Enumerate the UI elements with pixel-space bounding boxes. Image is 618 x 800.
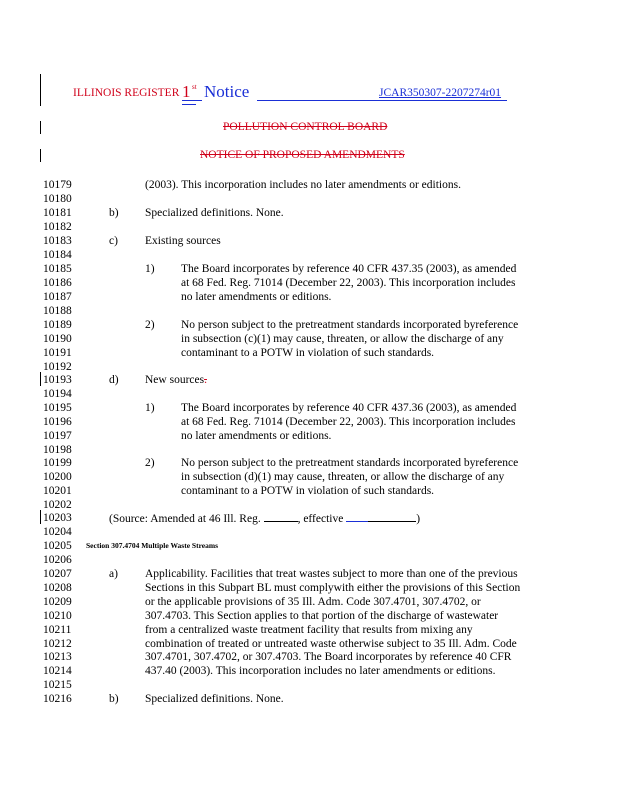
line-number: 10197 bbox=[43, 430, 72, 442]
body-line bbox=[145, 373, 207, 387]
notice-type: NOTICE OF PROPOSED AMENDMENTS bbox=[200, 149, 405, 161]
body-line: No person subject to the pretreatment standards incorporated byreference bbox=[181, 319, 519, 331]
line-number: 10202 bbox=[43, 499, 72, 511]
line-number: 10188 bbox=[43, 305, 72, 317]
line-number: 10182 bbox=[43, 221, 72, 233]
line-number: 10186 bbox=[43, 277, 72, 289]
body-line: no later amendments or editions. bbox=[181, 291, 332, 303]
source-text: (Source: Amended at 46 Ill. Reg. bbox=[109, 513, 261, 525]
register-title: ILLINOIS REGISTER bbox=[73, 87, 180, 99]
line-number: 10208 bbox=[43, 582, 72, 594]
subsection-label: d) bbox=[109, 374, 119, 386]
paragraph-label: 2) bbox=[145, 457, 155, 469]
line-number: 10189 bbox=[43, 319, 72, 331]
change-bar bbox=[40, 121, 41, 134]
revision-mark-number: 1 bbox=[182, 82, 191, 101]
revision-underline bbox=[182, 100, 202, 101]
body-line: or the applicable provisions of 35 Ill. Adm. Code 307.4701, 307.4702, or bbox=[145, 596, 481, 608]
body-line: Specialized definitions. None. bbox=[145, 693, 284, 705]
line-number: 10184 bbox=[43, 249, 72, 261]
body-line: combination of treated or untreated waste otherwise subject to 35 Ill. Adm. Code bbox=[145, 638, 517, 650]
source-note bbox=[109, 511, 420, 526]
notice-label: Notice bbox=[204, 82, 250, 101]
body-line: in subsection (d)(1) may cause, threaten, or allow the discharge of any bbox=[181, 471, 505, 483]
line-number: 10190 bbox=[43, 333, 72, 345]
change-bar bbox=[40, 372, 41, 386]
board-title: POLLUTION CONTROL BOARD bbox=[223, 121, 388, 133]
line-number: 10206 bbox=[43, 554, 72, 566]
line-number: 10214 bbox=[43, 665, 72, 677]
revision-underline bbox=[182, 104, 196, 105]
line-number: 10212 bbox=[43, 638, 72, 650]
subsection-label: b) bbox=[109, 693, 119, 705]
body-line: in subsection (c)(1) may cause, threaten, or allow the discharge of any bbox=[181, 333, 504, 345]
effective-blank-blue bbox=[346, 511, 368, 522]
deleted-period: . bbox=[204, 374, 207, 386]
line-number: 10185 bbox=[43, 263, 72, 275]
body-line: at 68 Fed. Reg. 71014 (December 22, 2003). This incorporation includes bbox=[181, 277, 516, 289]
line-number: 10191 bbox=[43, 347, 72, 359]
body-line: from a centralized waste treatment facility that results from mixing any bbox=[145, 624, 473, 636]
body-line: Sections in this Subpart BL must complywith either the provisions of this Section bbox=[145, 582, 521, 594]
line-number: 10203 bbox=[43, 512, 72, 524]
body-line: No person subject to the pretreatment standards incorporated byreference bbox=[181, 457, 519, 469]
body-line: no later amendments or editions. bbox=[181, 430, 332, 442]
source-close: ) bbox=[416, 513, 421, 525]
line-number: 10187 bbox=[43, 291, 72, 303]
subsection-label: c) bbox=[109, 235, 118, 247]
line-number: 10180 bbox=[43, 193, 72, 205]
line-number: 10192 bbox=[43, 361, 72, 373]
line-number: 10198 bbox=[43, 444, 72, 456]
line-number: 10181 bbox=[43, 207, 72, 219]
line-number: 10207 bbox=[43, 568, 72, 580]
line-number: 10183 bbox=[43, 235, 72, 247]
change-bar bbox=[40, 149, 41, 162]
subsection-label: b) bbox=[109, 207, 119, 219]
change-bar bbox=[40, 510, 41, 524]
line-number: 10196 bbox=[43, 416, 72, 428]
line-number: 10194 bbox=[43, 388, 72, 400]
paragraph-label: 1) bbox=[145, 263, 155, 275]
line-number: 10210 bbox=[43, 610, 72, 622]
notice-underline bbox=[257, 100, 507, 101]
body-line: Specialized definitions. None. bbox=[145, 207, 284, 219]
line-number: 10204 bbox=[43, 526, 72, 538]
line-number: 10199 bbox=[43, 457, 72, 469]
line-number: 10213 bbox=[43, 651, 72, 663]
body-line: 437.40 (2003). This incorporation includes no later amendments or editions. bbox=[145, 665, 496, 677]
line-number: 10205 bbox=[43, 540, 72, 552]
jcar-code: JCAR350307-2207274r01 bbox=[379, 87, 502, 99]
body-line: The Board incorporates by reference 40 CFR 437.36 (2003), as amended bbox=[181, 402, 517, 414]
body-line: 307.4701, 307.4702, or 307.4703. The Board incorporates by reference 40 CFR bbox=[145, 651, 512, 663]
line-number: 10201 bbox=[43, 485, 72, 497]
register-blank bbox=[264, 511, 298, 522]
effective-blank bbox=[368, 511, 416, 522]
section-heading: Section 307.4704 Multiple Waste Streams bbox=[86, 541, 219, 550]
change-bar bbox=[40, 74, 41, 106]
line-number: 10215 bbox=[43, 679, 72, 691]
line-number: 10195 bbox=[43, 402, 72, 414]
body-line: contaminant to a POTW in violation of such standards. bbox=[181, 485, 435, 497]
line-number: 10209 bbox=[43, 596, 72, 608]
body-line: Existing sources bbox=[145, 235, 221, 247]
subsection-label: a) bbox=[109, 568, 118, 580]
source-effective: , effective bbox=[297, 513, 344, 525]
body-line: Applicability. Facilities that treat wastes subject to more than one of the previous bbox=[145, 568, 518, 580]
body-line: The Board incorporates by reference 40 CFR 437.35 (2003), as amended bbox=[181, 263, 517, 275]
new-sources-text: New sources bbox=[145, 374, 205, 386]
revision-mark-sup: st bbox=[192, 83, 197, 91]
body-line: (2003). This incorporation includes no later amendments or editions. bbox=[145, 179, 461, 191]
line-number: 10211 bbox=[43, 624, 72, 636]
paragraph-label: 1) bbox=[145, 402, 155, 414]
line-number: 10193 bbox=[43, 374, 72, 386]
line-number: 10200 bbox=[43, 471, 72, 483]
body-line: 307.4703. This Section applies to that portion of the discharge of wastewater bbox=[145, 610, 499, 622]
paragraph-label: 2) bbox=[145, 319, 155, 331]
body-line: contaminant to a POTW in violation of such standards. bbox=[181, 347, 435, 359]
body-line: at 68 Fed. Reg. 71014 (December 22, 2003). This incorporation includes bbox=[181, 416, 516, 428]
line-number: 10179 bbox=[43, 179, 72, 191]
line-number: 10216 bbox=[43, 693, 72, 705]
